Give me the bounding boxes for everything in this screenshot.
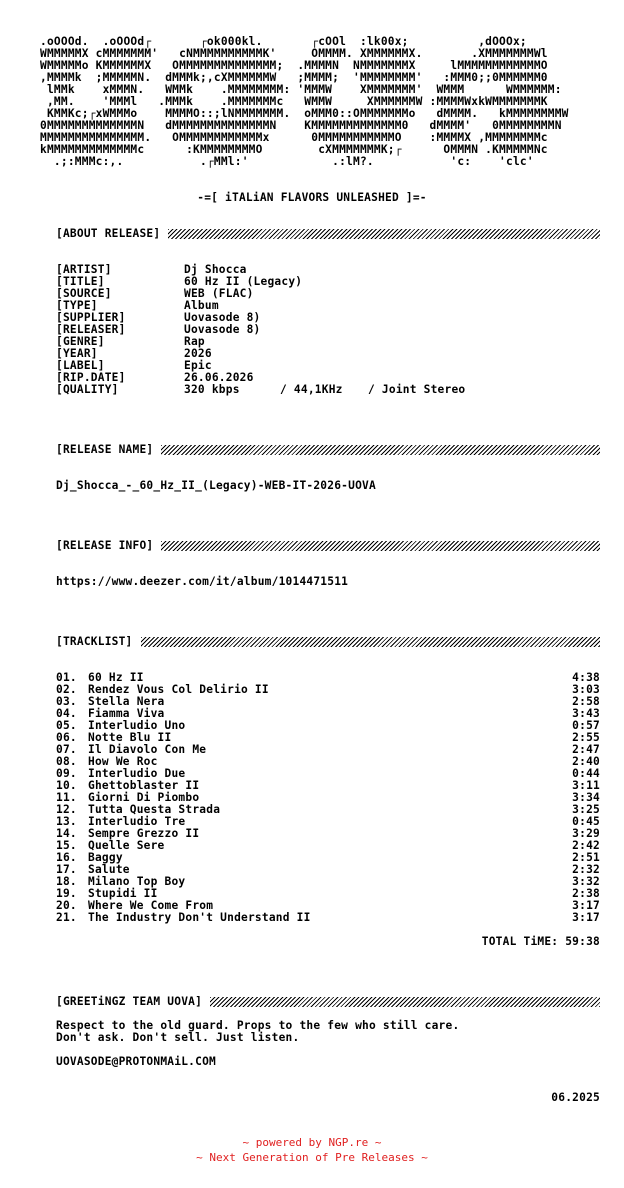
- track-length: 3:43: [572, 707, 600, 720]
- track-title: Where We Come From: [88, 899, 214, 912]
- track-length: 3:17: [572, 899, 600, 912]
- track-length: 2:42: [572, 839, 600, 852]
- hatched-rule: [161, 445, 600, 455]
- detail-row-source: [56, 288, 600, 300]
- track-number: 14.: [56, 827, 77, 840]
- quality-mode: / Joint Stereo: [368, 383, 466, 396]
- about-section-title: [ABOUT RELEASE]: [56, 227, 161, 240]
- detail-key: [RELEASER]: [56, 323, 126, 336]
- track-row: [56, 852, 600, 864]
- detail-key: [GENRE]: [56, 335, 105, 348]
- track-number: 08.: [56, 755, 77, 768]
- logo-line: WMMMMMo KMMMMMMX OMMMMMMMMMMMMMM; .MMMMN NMMMMMMMX lMMMMMMMMMMMMO: [40, 59, 548, 72]
- track-length: 3:11: [572, 779, 600, 792]
- track-number: 15.: [56, 839, 77, 852]
- detail-row-releaser: [56, 324, 600, 336]
- track-title: Ghettoblaster II: [88, 779, 200, 792]
- track-number: 17.: [56, 863, 77, 876]
- contact-email: UOVASODE@PROTONMAiL.COM: [56, 1055, 216, 1068]
- track-length: 3:34: [572, 791, 600, 804]
- track-number: 03.: [56, 695, 77, 708]
- greetings-line: Don't ask. Don't sell. Just listen.: [56, 1031, 300, 1044]
- logo-line: .;:MMMc:,. .┌MMl:' .:lM?. 'c: 'clc': [40, 155, 534, 168]
- track-number: 19.: [56, 887, 77, 900]
- detail-row-supplier: [56, 312, 600, 324]
- detail-value: WEB (FLAC): [184, 287, 254, 300]
- track-title: How We Roc: [88, 755, 158, 768]
- track-title: Salute: [88, 863, 130, 876]
- track-row: [56, 912, 600, 924]
- track-title: Notte Blu II: [88, 731, 172, 744]
- tagline: -=[ iTALiAN FLAVORS UNLEASHED ]=-: [197, 191, 427, 204]
- logo-line: KMMKc;┌xWMMMo MMMMO::;lNMMMMMMM. oMMM0::OMMMMMMMo dMMMM. kMMMMMMMMW: [40, 107, 569, 120]
- greetings-section-title: [GREETiNGZ TEAM UOVA]: [56, 995, 203, 1008]
- logo-line: 0MMMMMMMMMMMMMN dMMMMMMMMMMMMMMN KMMMMMMMMMMMMM0 dMMMM' 0MMMMMMMMN: [40, 119, 562, 132]
- nfo-document: [0, 36, 624, 1104]
- tracklist-section-header: [56, 636, 600, 648]
- detail-value: Dj Shocca: [184, 263, 247, 276]
- track-number: 09.: [56, 767, 77, 780]
- detail-row-title: [56, 276, 600, 288]
- about-details: [56, 264, 600, 396]
- hatched-rule: [161, 541, 600, 551]
- track-length: 2:40: [572, 755, 600, 768]
- track-title: Stella Nera: [88, 695, 165, 708]
- detail-value: Uovasode 8): [184, 323, 261, 336]
- footer-tagline: ~ Next Generation of Pre Releases ~: [196, 1151, 428, 1164]
- track-length: 2:58: [572, 695, 600, 708]
- track-length: 0:45: [572, 815, 600, 828]
- logo-line: WMMMMMX cMMMMMMM' cNMMMMMMMMMMK' OMMMM. XMMMMMMX. .XMMMMMMMWl: [40, 47, 548, 60]
- track-length: 3:29: [572, 827, 600, 840]
- track-length: 0:44: [572, 767, 600, 780]
- track-title: Interludio Due: [88, 767, 186, 780]
- release-info-section-title: [RELEASE INFO]: [56, 539, 154, 552]
- track-row: [56, 840, 600, 852]
- logo-line: lMMk xMMMN. WMMk .MMMMMMMM: 'MMMW XMMMMMMM' WMMM WMMMMMM:: [40, 83, 562, 96]
- track-number: 07.: [56, 743, 77, 756]
- detail-value: 2026: [184, 347, 212, 360]
- hatched-rule: [168, 229, 600, 239]
- logo-line: MMMMMMMMMMMMMMM. OMMMMMMMMMMMMx 0MMMMMMMMMMMO :MMMMX ,MMMMMMMMc: [40, 131, 548, 144]
- track-title: The Industry Don't Understand II: [88, 911, 311, 924]
- detail-key: [YEAR]: [56, 347, 98, 360]
- detail-key: [TITLE]: [56, 275, 105, 288]
- tracklist: [56, 672, 600, 924]
- track-number: 11.: [56, 791, 77, 804]
- track-length: 3:03: [572, 683, 600, 696]
- detail-row-type: [56, 300, 600, 312]
- greetings-line: Respect to the old guard. Props to the few who still care.: [56, 1019, 460, 1032]
- track-length: 3:32: [572, 875, 600, 888]
- hatched-rule: [210, 997, 600, 1007]
- logo-line: ,MMMMk ;MMMMMN. dMMMk;,cXMMMMMMW ;MMMM; 'MMMMMMMM' :MMM0;;0MMMMMM0: [40, 71, 548, 84]
- track-length: 2:51: [572, 851, 600, 864]
- detail-key: [RIP.DATE]: [56, 371, 126, 384]
- detail-value: Rap: [184, 335, 205, 348]
- detail-value: 60 Hz II (Legacy): [184, 275, 303, 288]
- detail-row-year: [56, 348, 600, 360]
- release-date: 06.2025: [551, 1091, 600, 1104]
- track-number: 13.: [56, 815, 77, 828]
- track-title: Interludio Uno: [88, 719, 186, 732]
- greetings-section-header: [56, 996, 600, 1008]
- track-number: 21.: [56, 911, 77, 924]
- track-number: 06.: [56, 731, 77, 744]
- about-section-header: [56, 228, 600, 240]
- track-title: Milano Top Boy: [88, 875, 186, 888]
- track-number: 10.: [56, 779, 77, 792]
- track-length: 3:17: [572, 911, 600, 924]
- track-number: 18.: [56, 875, 77, 888]
- quality-bitrate: 320 kbps: [184, 383, 240, 396]
- track-length: 2:38: [572, 887, 600, 900]
- total-time: TOTAL TiME: 59:38: [481, 935, 600, 948]
- track-title: Giorni Di Piombo: [88, 791, 200, 804]
- track-length: 2:55: [572, 731, 600, 744]
- track-number: 01.: [56, 671, 77, 684]
- track-title: Il Diavolo Con Me: [88, 743, 207, 756]
- detail-key: [LABEL]: [56, 359, 105, 372]
- track-number: 04.: [56, 707, 77, 720]
- release-name-section-title: [RELEASE NAME]: [56, 443, 154, 456]
- track-title: Rendez Vous Col Delirio II: [88, 683, 269, 696]
- track-length: 4:38: [572, 671, 600, 684]
- logo-line: ,MM. 'MMMl .MMMk .MMMMMMMc WMMW XMMMMMMW :MMMMWxkWMMMMMMMK: [40, 95, 548, 108]
- detail-value: Album: [184, 299, 219, 312]
- detail-key: [SOURCE]: [56, 287, 112, 300]
- detail-value: Uovasode 8): [184, 311, 261, 324]
- track-title: Interludio Tre: [88, 815, 186, 828]
- detail-row-quality: [56, 384, 600, 396]
- track-number: 20.: [56, 899, 77, 912]
- quality-samplerate: / 44,1KHz: [280, 383, 343, 396]
- track-title: 60 Hz II: [88, 671, 144, 684]
- logo-line: kMMMMMMMMMMMMMc :KMMMMMMMMO cXMMMMMMMK;┌ OMMMN .KMMMMMNc: [40, 143, 548, 156]
- detail-value: [184, 384, 600, 396]
- track-length: 0:57: [572, 719, 600, 732]
- detail-value: Epic: [184, 359, 212, 372]
- ascii-logo: [0, 36, 624, 168]
- hatched-rule: [141, 637, 600, 647]
- detail-row-label: [56, 360, 600, 372]
- detail-key: [QUALITY]: [56, 383, 119, 396]
- release-info-url: https://www.deezer.com/it/album/1014471511: [56, 575, 349, 588]
- track-number: 05.: [56, 719, 77, 732]
- footer-powered-by: ~ powered by NGP.re ~: [242, 1136, 382, 1149]
- detail-key: [ARTIST]: [56, 263, 112, 276]
- track-title: Fiamma Viva: [88, 707, 165, 720]
- track-title: Quelle Sere: [88, 839, 165, 852]
- detail-key: [SUPPLIER]: [56, 311, 126, 324]
- detail-row-genre: [56, 336, 600, 348]
- track-title: Tutta Questa Strada: [88, 803, 221, 816]
- track-title: Baggy: [88, 851, 123, 864]
- logo-line: .oOOOd. .oOOOd┌ ┌ok000kl. ┌cOOl :lk00x; ,dOOOx;: [40, 35, 527, 48]
- detail-key: [TYPE]: [56, 299, 98, 312]
- track-number: 02.: [56, 683, 77, 696]
- track-title: Sempre Grezzo II: [88, 827, 200, 840]
- tracklist-section-title: [TRACKLIST]: [56, 635, 133, 648]
- track-length: 2:47: [572, 743, 600, 756]
- track-number: 16.: [56, 851, 77, 864]
- release-name-value: Dj_Shocca_-_60_Hz_II_(Legacy)-WEB-IT-2026-UOVA: [56, 479, 376, 492]
- detail-value: 26.06.2026: [184, 371, 254, 384]
- track-number: 12.: [56, 803, 77, 816]
- track-title: Stupidi II: [88, 887, 158, 900]
- detail-row-artist: [56, 264, 600, 276]
- release-info-section-header: [56, 540, 600, 552]
- track-length: 2:32: [572, 863, 600, 876]
- release-name-section-header: [56, 444, 600, 456]
- track-length: 3:25: [572, 803, 600, 816]
